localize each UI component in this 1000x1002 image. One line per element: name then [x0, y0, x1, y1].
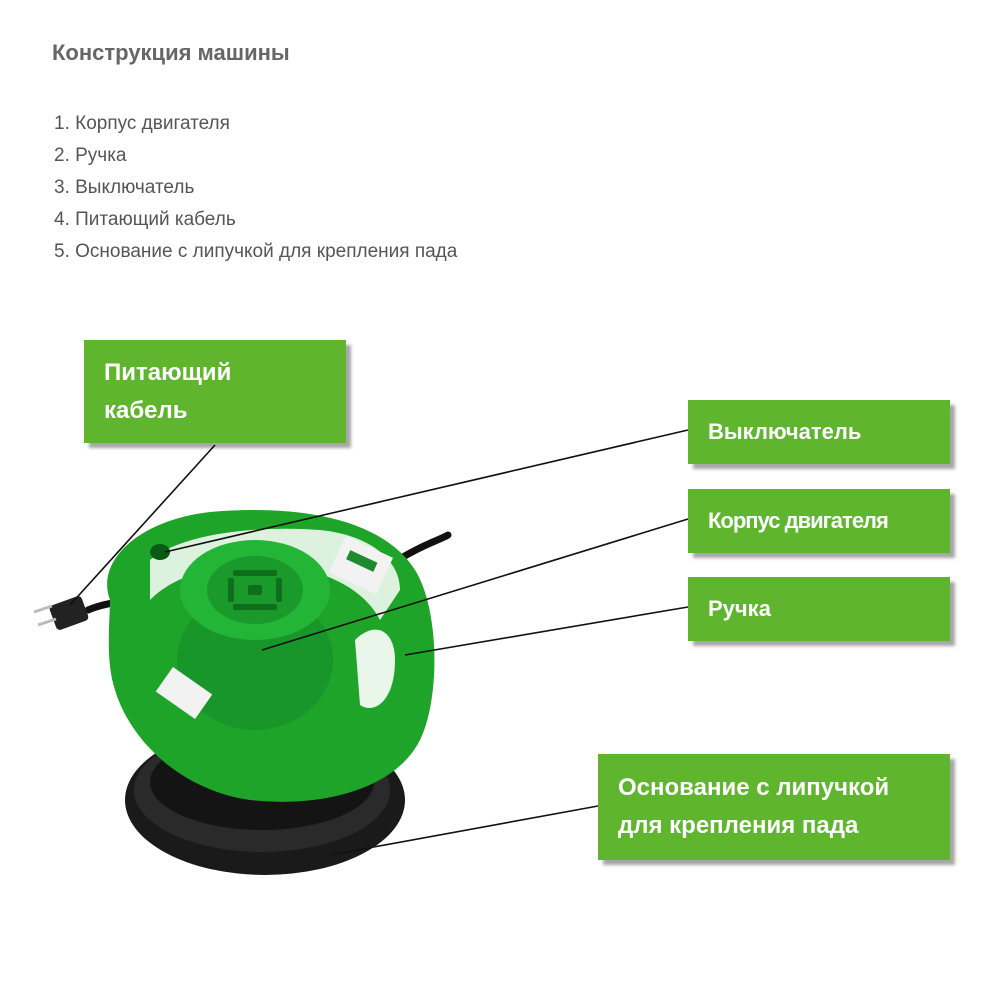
leader-line-switch — [165, 430, 688, 552]
list-item: 2. Ручка — [54, 145, 127, 166]
list-item: 5. Основание с липучкой для крепления пада — [54, 241, 458, 262]
callout-label: Основание с липучкой для крепления пада — [618, 774, 890, 839]
list-item: 4. Питающий кабель — [54, 209, 236, 230]
page-title: Конструкция машины — [52, 40, 290, 65]
callout-velcro-base — [598, 754, 950, 860]
callout-label: Ручка — [708, 596, 771, 621]
leader-line-handle — [405, 607, 688, 655]
callout-switch — [688, 400, 950, 464]
callout-motor-housing — [688, 489, 950, 553]
callout-label: Корпус двигателя — [708, 508, 888, 533]
callout-handle — [688, 577, 950, 641]
callout-label: Выключатель — [708, 419, 862, 444]
list-item: 3. Выключатель — [54, 177, 195, 198]
callout-label: Питающий кабель — [104, 358, 232, 424]
list-item: 1. Корпус двигателя — [54, 113, 230, 134]
callout-power-cable — [84, 340, 346, 443]
plug-icon — [34, 595, 89, 631]
